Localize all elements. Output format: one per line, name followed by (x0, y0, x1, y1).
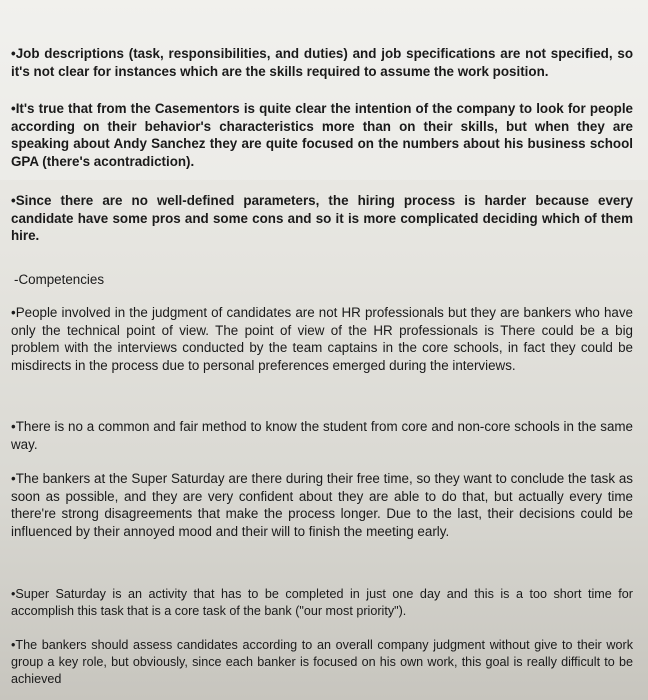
paragraph-job-descriptions: •Job descriptions (task, responsibilities, and duties) and job specifications are not specified, so it's not clear for instances which are the skills required to assume the work position. (11, 46, 633, 79)
paragraph-assess-candidates: •The bankers should assess candidates according to an overall company judgment without give to their work group a key role, but obviously, since each banker is focused on his own work, this goal is really difficult to be achieved (11, 638, 633, 686)
paragraph-super-saturday-bankers: •The bankers at the Super Saturday are there during their free time, so they want to conclude the task as soon as possible, and they are very confident about they are able to do that, but actually every time there're strong disagreements that make the process longer. Due to the last, their decisions could be influenced by their annoyed mood and their will to finish the meeting early. (11, 471, 633, 539)
paragraph-casementors: •It's true that from the Casementors is quite clear the intention of the company to look for people according on their behavior's characteristics more than on their skills, but when they are speaking about Andy Sanchez they are quite focused on the numbers about his business school GPA (there's acontradiction). (11, 101, 633, 169)
paragraph-common-fair-method: •There is no a common and fair method to know the student from core and non-core schools in the same way. (11, 419, 633, 452)
section-heading-competencies: -Competencies (14, 272, 105, 287)
paragraph-super-saturday-time: •Super Saturday is an activity that has to be completed in just one day and this is a too short time for accomplish this task that is a core task of the bank ("our most priority"). (11, 587, 633, 618)
paragraph-people-involved: •People involved in the judgment of candidates are not HR professionals but they are bankers who have only the technical point of view. The point of view of the HR professionals is There could be a big problem with the interviews conducted by the team captains in the core schools, in fact they could be misdirects in the process due to personal preferences emerged during the interviews. (11, 305, 633, 373)
paragraph-well-defined-parameters: •Since there are no well-defined parameters, the hiring process is harder because every candidate have some pros and some cons and so it is more complicated deciding which of them hire. (11, 193, 633, 243)
